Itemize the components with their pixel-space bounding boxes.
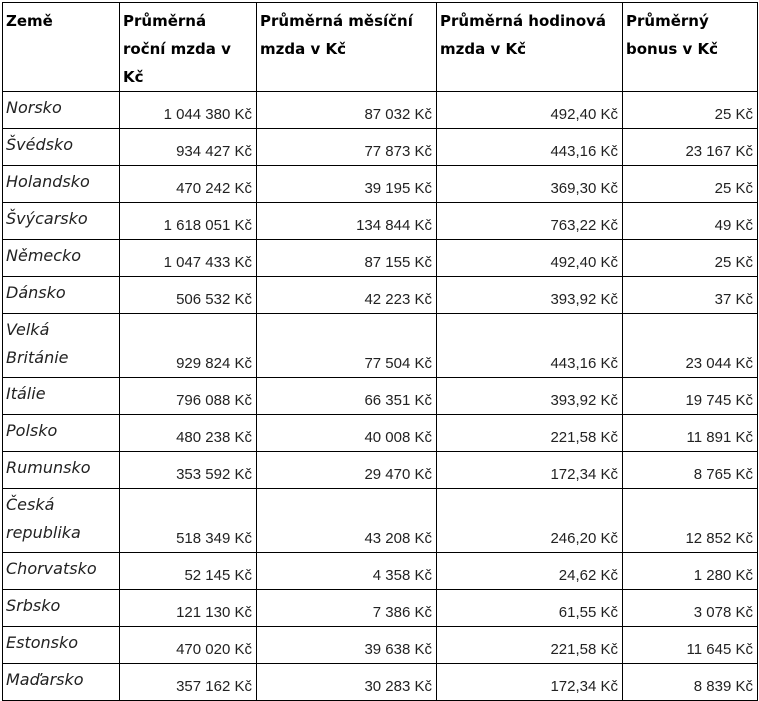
hourly-wage-cell: 221,58 Kč — [437, 415, 623, 452]
monthly-wage-cell: 77 873 Kč — [257, 129, 437, 166]
monthly-wage-cell: 66 351 Kč — [257, 378, 437, 415]
hourly-wage-cell: 221,58 Kč — [437, 627, 623, 664]
annual-wage-cell: 1 047 433 Kč — [120, 240, 257, 277]
table-row — [3, 664, 758, 701]
country-cell: Velká Británie — [3, 314, 120, 378]
monthly-wage-cell: 30 283 Kč — [257, 664, 437, 701]
monthly-wage-cell: 40 008 Kč — [257, 415, 437, 452]
header-hourly-wage: Průměrná hodinová mzda v Kč — [437, 3, 623, 92]
country-cell: Česká republika — [3, 489, 120, 553]
monthly-wage-cell: 87 032 Kč — [257, 92, 437, 129]
hourly-wage-cell: 443,16 Kč — [437, 129, 623, 166]
table-row — [3, 92, 758, 129]
monthly-wage-cell: 77 504 Kč — [257, 314, 437, 378]
annual-wage-cell: 52 145 Kč — [120, 553, 257, 590]
header-country: Země — [3, 3, 120, 92]
monthly-wage-cell: 134 844 Kč — [257, 203, 437, 240]
hourly-wage-cell: 492,40 Kč — [437, 92, 623, 129]
bonus-cell: 19 745 Kč — [623, 378, 758, 415]
header-row — [3, 3, 758, 92]
table-row — [3, 489, 758, 553]
bonus-cell: 8 839 Kč — [623, 664, 758, 701]
bonus-cell: 12 852 Kč — [623, 489, 758, 553]
country-cell: Německo — [3, 240, 120, 277]
monthly-wage-cell: 7 386 Kč — [257, 590, 437, 627]
annual-wage-cell: 1 044 380 Kč — [120, 92, 257, 129]
bonus-cell: 11 645 Kč — [623, 627, 758, 664]
bonus-cell: 49 Kč — [623, 203, 758, 240]
bonus-cell: 23 167 Kč — [623, 129, 758, 166]
bonus-cell: 3 078 Kč — [623, 590, 758, 627]
country-cell: Itálie — [3, 378, 120, 415]
table-row — [3, 240, 758, 277]
hourly-wage-cell: 492,40 Kč — [437, 240, 623, 277]
country-cell: Švédsko — [3, 129, 120, 166]
monthly-wage-cell: 87 155 Kč — [257, 240, 437, 277]
table-row — [3, 203, 758, 240]
country-cell: Maďarsko — [3, 664, 120, 701]
hourly-wage-cell: 61,55 Kč — [437, 590, 623, 627]
bonus-cell: 37 Kč — [623, 277, 758, 314]
bonus-cell: 8 765 Kč — [623, 452, 758, 489]
table-row — [3, 277, 758, 314]
hourly-wage-cell: 246,20 Kč — [437, 489, 623, 553]
table-row — [3, 590, 758, 627]
table-row — [3, 129, 758, 166]
annual-wage-cell: 929 824 Kč — [120, 314, 257, 378]
annual-wage-cell: 506 532 Kč — [120, 277, 257, 314]
country-cell: Polsko — [3, 415, 120, 452]
hourly-wage-cell: 24,62 Kč — [437, 553, 623, 590]
header-bonus: Průměrný bonus v Kč — [623, 3, 758, 92]
annual-wage-cell: 796 088 Kč — [120, 378, 257, 415]
monthly-wage-cell: 4 358 Kč — [257, 553, 437, 590]
annual-wage-cell: 353 592 Kč — [120, 452, 257, 489]
bonus-cell: 25 Kč — [623, 92, 758, 129]
table-row — [3, 452, 758, 489]
table-row — [3, 166, 758, 203]
annual-wage-cell: 121 130 Kč — [120, 590, 257, 627]
annual-wage-cell: 934 427 Kč — [120, 129, 257, 166]
header-monthly-wage: Průměrná měsíční mzda v Kč — [257, 3, 437, 92]
annual-wage-cell: 480 238 Kč — [120, 415, 257, 452]
hourly-wage-cell: 763,22 Kč — [437, 203, 623, 240]
country-cell: Holandsko — [3, 166, 120, 203]
wage-comparison-table — [2, 2, 758, 701]
country-cell: Chorvatsko — [3, 553, 120, 590]
annual-wage-cell: 518 349 Kč — [120, 489, 257, 553]
bonus-cell: 25 Kč — [623, 240, 758, 277]
country-cell: Norsko — [3, 92, 120, 129]
monthly-wage-cell: 42 223 Kč — [257, 277, 437, 314]
country-cell: Švýcarsko — [3, 203, 120, 240]
hourly-wage-cell: 443,16 Kč — [437, 314, 623, 378]
bonus-cell: 25 Kč — [623, 166, 758, 203]
annual-wage-cell: 470 242 Kč — [120, 166, 257, 203]
table-row — [3, 415, 758, 452]
table-row — [3, 553, 758, 590]
table-row — [3, 314, 758, 378]
bonus-cell: 11 891 Kč — [623, 415, 758, 452]
header-annual-wage: Průměrná roční mzda v Kč — [120, 3, 257, 92]
monthly-wage-cell: 39 638 Kč — [257, 627, 437, 664]
table-row — [3, 378, 758, 415]
monthly-wage-cell: 29 470 Kč — [257, 452, 437, 489]
hourly-wage-cell: 172,34 Kč — [437, 452, 623, 489]
country-cell: Srbsko — [3, 590, 120, 627]
hourly-wage-cell: 393,92 Kč — [437, 277, 623, 314]
monthly-wage-cell: 39 195 Kč — [257, 166, 437, 203]
country-cell: Dánsko — [3, 277, 120, 314]
table-row — [3, 627, 758, 664]
hourly-wage-cell: 172,34 Kč — [437, 664, 623, 701]
hourly-wage-cell: 393,92 Kč — [437, 378, 623, 415]
country-cell: Rumunsko — [3, 452, 120, 489]
hourly-wage-cell: 369,30 Kč — [437, 166, 623, 203]
country-cell: Estonsko — [3, 627, 120, 664]
annual-wage-cell: 357 162 Kč — [120, 664, 257, 701]
annual-wage-cell: 470 020 Kč — [120, 627, 257, 664]
monthly-wage-cell: 43 208 Kč — [257, 489, 437, 553]
bonus-cell: 1 280 Kč — [623, 553, 758, 590]
annual-wage-cell: 1 618 051 Kč — [120, 203, 257, 240]
bonus-cell: 23 044 Kč — [623, 314, 758, 378]
